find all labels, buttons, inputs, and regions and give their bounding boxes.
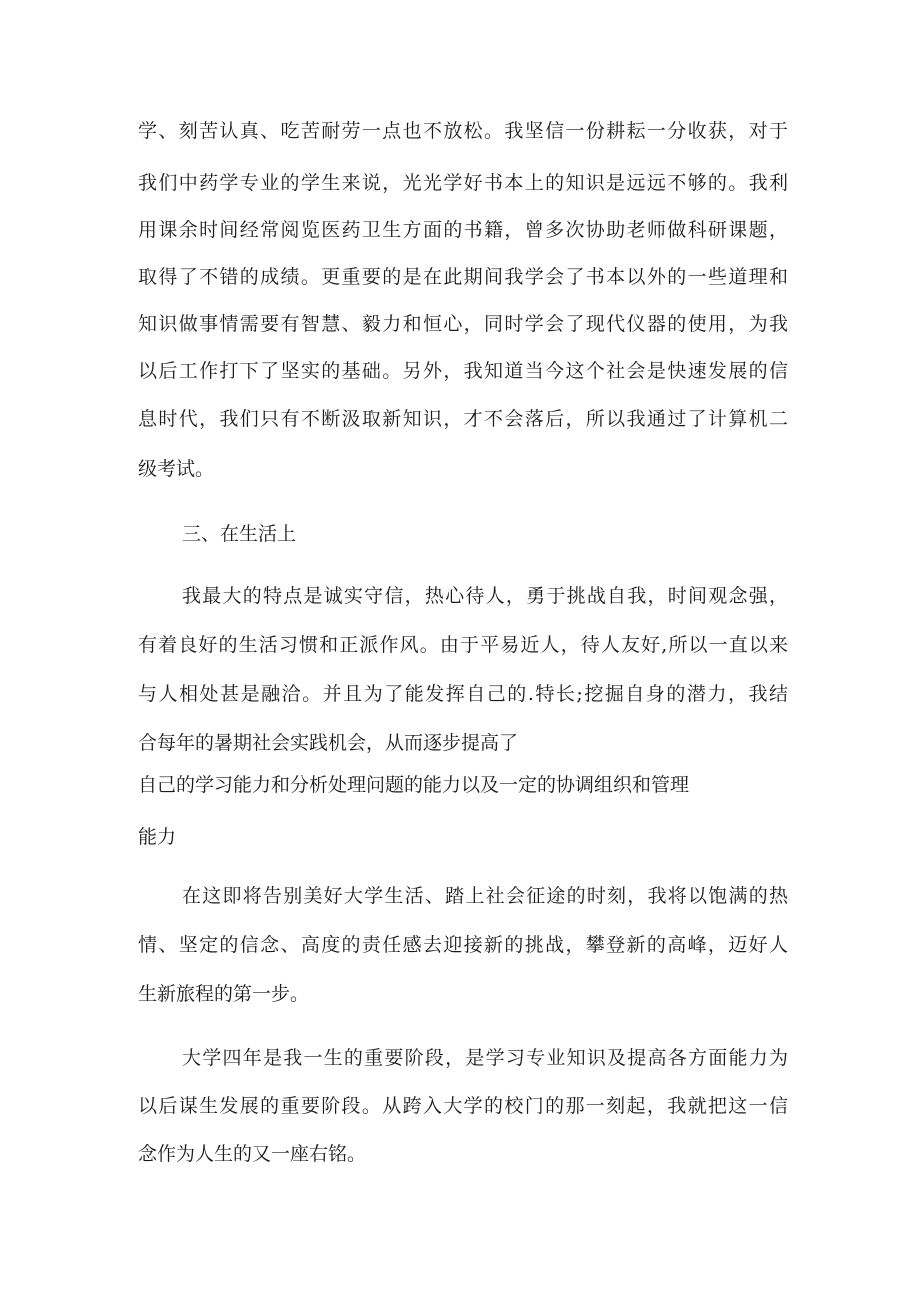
paragraph-4-line-1: 在这即将告别美好大学生活、踏上社会征途的时刻，我将以饱满的热 <box>182 885 788 907</box>
paragraph-1-line-1: 学、刻苦认真、吃苦耐劳一点也不放松。我坚信一份耕耘一分收获，对于 <box>138 120 788 142</box>
paragraph-5-line-2: 以后谋生发展的重要阶段。从跨入大学的校门的那一刻起，我就把这一信 <box>138 1095 788 1117</box>
paragraph-1-line-8: 级考试。 <box>138 458 215 480</box>
paragraph-1-line-2: 我们中药学专业的学生来说，光光学好书本上的知识是远远不够的。我利 <box>138 172 788 194</box>
paragraph-1-line-6: 以后工作打下了坚实的基础。另外，我知道当今这个社会是快速发展的信 <box>138 360 788 382</box>
paragraph-1-line-5: 知识做事情需要有智慧、毅力和恒心，同时学会了现代仪器的使用，为我 <box>138 313 788 335</box>
paragraph-3-line-6: 能力 <box>138 826 177 848</box>
paragraph-4-line-2: 情、坚定的信念、高度的责任感去迎接新的挑战，攀登新的高峰，迈好人 <box>138 934 788 956</box>
paragraph-3-line-1: 我最大的特点是诚实守信，热心待人，勇于挑战自我，时间观念强， <box>182 585 788 607</box>
paragraph-3-line-3: 与人相处甚是融洽。并且为了能发挥自己的.特长;挖掘自身的潜力，我结 <box>138 683 788 705</box>
paragraph-3-line-2: 有着良好的生活习惯和正派作风。由于平易近人，待人友好,所以一直以来 <box>138 634 788 656</box>
paragraph-5-line-1: 大学四年是我一生的重要阶段，是学习专业知识及提高各方面能力为 <box>182 1047 788 1069</box>
paragraph-3-line-4: 合每年的暑期社会实践机会，从而逐步提高了 <box>138 732 519 754</box>
paragraph-5-line-3: 念作为人生的又一座右铭。 <box>138 1143 367 1165</box>
paragraph-1-line-3: 用课余时间经常阅览医药卫生方面的书籍，曾多次协助老师做科研课题， <box>138 219 788 241</box>
section-heading: 三、在生活上 <box>182 523 297 545</box>
paragraph-1-line-7: 息时代，我们只有不断汲取新知识，才不会落后，所以我通过了计算机二 <box>138 408 788 430</box>
paragraph-4-line-3: 生新旅程的第一步。 <box>138 983 310 1005</box>
paragraph-3-line-5: 自己的学习能力和分析处理问题的能力以及一定的协调组织和管理 <box>138 774 690 796</box>
paragraph-1-line-4: 取得了不错的成绩。更重要的是在此期间我学会了书本以外的一些道理和 <box>138 266 788 288</box>
